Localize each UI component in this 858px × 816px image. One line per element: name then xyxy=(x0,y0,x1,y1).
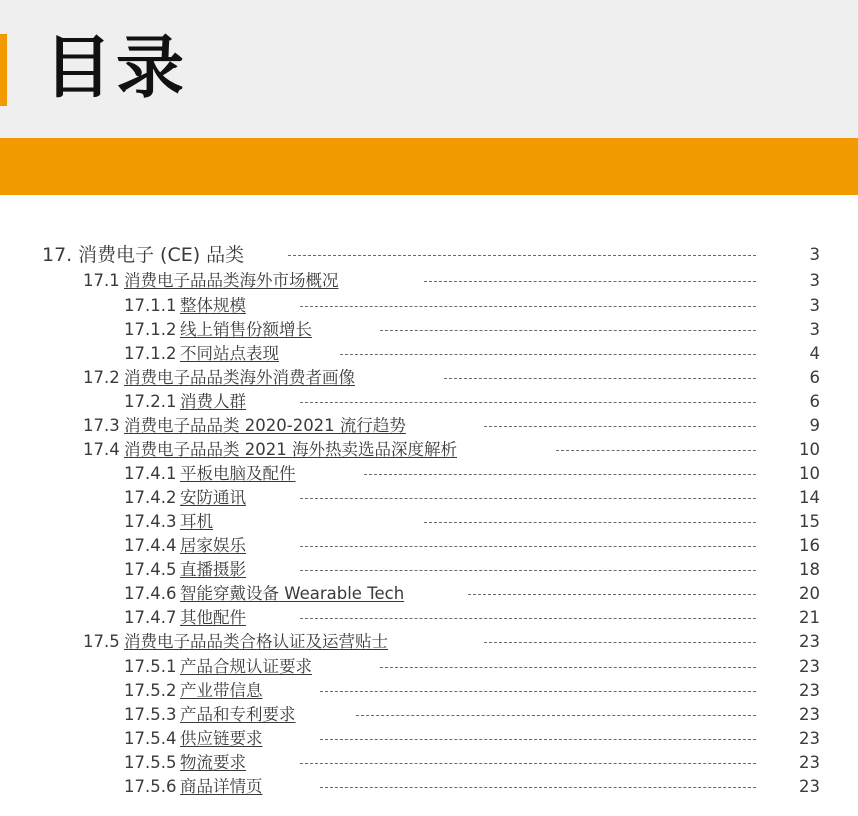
toc-entry[interactable] xyxy=(0,510,858,534)
toc-entry-link[interactable]: 消费电子品品类海外市场概况 xyxy=(124,271,339,290)
toc-leader-dots xyxy=(300,306,756,307)
toc-entry-link[interactable]: 消费电子品品类合格认证及运营贴士 xyxy=(124,632,388,651)
toc-entry-link[interactable]: 供应链要求 xyxy=(180,729,263,748)
toc-entry[interactable] xyxy=(0,390,858,414)
toc-entry-number: 17.4.5 xyxy=(124,560,177,579)
toc-entry-link[interactable]: 线上销售份额增长 xyxy=(180,320,312,339)
toc-entry[interactable] xyxy=(0,558,858,582)
toc-entry-link[interactable]: 整体规模 xyxy=(180,296,246,315)
toc-entry-number: 17.5.1 xyxy=(124,657,177,676)
toc-entry-page: 3 xyxy=(809,245,820,264)
page-title: 目录 xyxy=(44,29,189,108)
toc-entry-page: 10 xyxy=(799,464,820,483)
toc-entry-page: 23 xyxy=(799,705,820,724)
toc-entry-number: 17.5.4 xyxy=(124,729,177,748)
toc-entry-page: 15 xyxy=(799,512,820,531)
toc-entry[interactable] xyxy=(0,606,858,630)
toc-entry-link[interactable]: 消费电子 (CE) 品类 xyxy=(78,244,245,266)
toc-entry-number: 17.4.6 xyxy=(124,584,177,603)
toc-entry-page: 14 xyxy=(799,488,820,507)
toc-leader-dots xyxy=(300,498,756,499)
toc-leader-dots xyxy=(320,787,756,788)
toc-entry-number: 17.4.4 xyxy=(124,536,177,555)
toc-entry-link[interactable]: 商品详情页 xyxy=(180,777,263,796)
toc-leader-dots xyxy=(468,594,756,595)
toc-entry[interactable] xyxy=(0,775,858,799)
toc-entry-number: 17.3 xyxy=(83,416,120,435)
toc-entry[interactable] xyxy=(0,751,858,775)
toc-entry-number: 17.1.1 xyxy=(124,296,177,315)
toc-entry[interactable] xyxy=(0,438,858,462)
toc-entry-page: 16 xyxy=(799,536,820,555)
toc-leader-dots xyxy=(300,402,756,403)
orange-banner xyxy=(0,138,858,195)
toc-leader-dots xyxy=(300,570,756,571)
toc-leader-dots xyxy=(300,546,756,547)
toc-entry-page: 10 xyxy=(799,440,820,459)
toc-entry-page: 23 xyxy=(799,681,820,700)
toc-entry-link[interactable]: 耳机 xyxy=(180,512,213,531)
toc-entry-number: 17.1.2 xyxy=(124,320,177,339)
toc-entry[interactable] xyxy=(0,727,858,751)
toc-entry-link[interactable]: 其他配件 xyxy=(180,608,246,627)
toc-entry-number: 17.5 xyxy=(83,632,120,651)
toc-leader-dots xyxy=(444,378,756,379)
toc-entry-link[interactable]: 产业带信息 xyxy=(180,681,263,700)
toc-entry-page: 3 xyxy=(809,271,820,290)
toc-leader-dots xyxy=(424,522,756,523)
toc-entry-page: 20 xyxy=(799,584,820,603)
toc-entry[interactable] xyxy=(0,630,858,654)
toc-entry[interactable] xyxy=(0,462,858,486)
toc-entry[interactable] xyxy=(0,582,858,606)
toc-entry-page: 23 xyxy=(799,657,820,676)
toc-entry-number: 17.5.2 xyxy=(124,681,177,700)
toc-entry[interactable] xyxy=(0,318,858,342)
toc-entry[interactable] xyxy=(0,269,858,293)
toc-entry-page: 18 xyxy=(799,560,820,579)
toc-entry-link[interactable]: 消费电子品品类 2021 海外热卖选品深度解析 xyxy=(124,440,457,459)
header-accent-bar xyxy=(0,34,7,106)
toc-entry-page: 6 xyxy=(809,368,820,387)
toc-entry-number: 17. xyxy=(42,244,73,266)
toc-entry-page: 3 xyxy=(809,320,820,339)
toc-entry-number: 17.4.7 xyxy=(124,608,177,627)
toc-entry-number: 17.5.6 xyxy=(124,777,177,796)
toc-entry[interactable] xyxy=(0,366,858,390)
toc-entry-page: 3 xyxy=(809,296,820,315)
toc-leader-dots xyxy=(320,739,756,740)
toc-entry-link[interactable]: 产品和专利要求 xyxy=(180,705,296,724)
toc-leader-dots xyxy=(556,450,756,451)
toc-leader-dots xyxy=(484,642,756,643)
toc-entry-link[interactable]: 智能穿戴设备 Wearable Tech xyxy=(180,584,405,603)
toc-entry-page: 23 xyxy=(799,729,820,748)
toc-entry-link[interactable]: 消费电子品品类 2020-2021 流行趋势 xyxy=(124,416,406,435)
toc-entry[interactable] xyxy=(0,534,858,558)
toc-entry-link[interactable]: 直播摄影 xyxy=(180,560,246,579)
toc-leader-dots xyxy=(320,691,756,692)
toc-entry-link[interactable]: 消费电子品品类海外消费者画像 xyxy=(124,368,355,387)
toc-entry-page: 4 xyxy=(809,344,820,363)
toc-entry-number: 17.4.2 xyxy=(124,488,177,507)
toc-entry[interactable] xyxy=(0,294,858,318)
toc-entry-number: 17.2 xyxy=(83,368,120,387)
toc-entry[interactable] xyxy=(0,486,858,510)
toc-entry-link[interactable]: 消费人群 xyxy=(180,392,246,411)
toc-entry-page: 6 xyxy=(809,392,820,411)
toc-entry-page: 23 xyxy=(799,632,820,651)
toc-entry[interactable] xyxy=(0,679,858,703)
toc-entry-number: 17.4.1 xyxy=(124,464,177,483)
toc-entry[interactable] xyxy=(0,655,858,679)
toc-entry-number: 17.4 xyxy=(83,440,120,459)
toc-leader-dots xyxy=(424,281,756,282)
toc-entry-link[interactable]: 不同站点表现 xyxy=(180,344,279,363)
toc-entry-link[interactable]: 平板电脑及配件 xyxy=(180,464,296,483)
toc-entry-number: 17.1 xyxy=(83,271,120,290)
toc-entry-link[interactable]: 安防通讯 xyxy=(180,488,246,507)
toc-leader-dots xyxy=(356,715,756,716)
toc-leader-dots xyxy=(300,618,756,619)
toc-leader-dots xyxy=(380,667,756,668)
toc-entry-number: 17.2.1 xyxy=(124,392,177,411)
toc-entry-number: 17.4.3 xyxy=(124,512,177,531)
toc-entry-number: 17.1.2 xyxy=(124,344,177,363)
toc-entry[interactable] xyxy=(0,342,858,366)
toc-entry-number: 17.5.3 xyxy=(124,705,177,724)
toc-leader-dots xyxy=(288,255,756,256)
toc-entry-page: 9 xyxy=(809,416,820,435)
toc-leader-dots xyxy=(380,330,756,331)
toc-entry-link[interactable]: 产品合规认证要求 xyxy=(180,657,312,676)
toc-leader-dots xyxy=(340,354,756,355)
toc-leader-dots xyxy=(484,426,756,427)
toc-entry-link[interactable]: 居家娱乐 xyxy=(180,536,246,555)
toc-entry[interactable] xyxy=(0,414,858,438)
toc-entry[interactable] xyxy=(0,703,858,727)
toc-leader-dots xyxy=(364,474,756,475)
toc-entry-page: 23 xyxy=(799,753,820,772)
toc-entry-number: 17.5.5 xyxy=(124,753,177,772)
toc-entry[interactable] xyxy=(0,243,858,267)
toc-entry-page: 21 xyxy=(799,608,820,627)
toc-leader-dots xyxy=(300,763,756,764)
toc-entry-page: 23 xyxy=(799,777,820,796)
toc-entry-link[interactable]: 物流要求 xyxy=(180,753,246,772)
